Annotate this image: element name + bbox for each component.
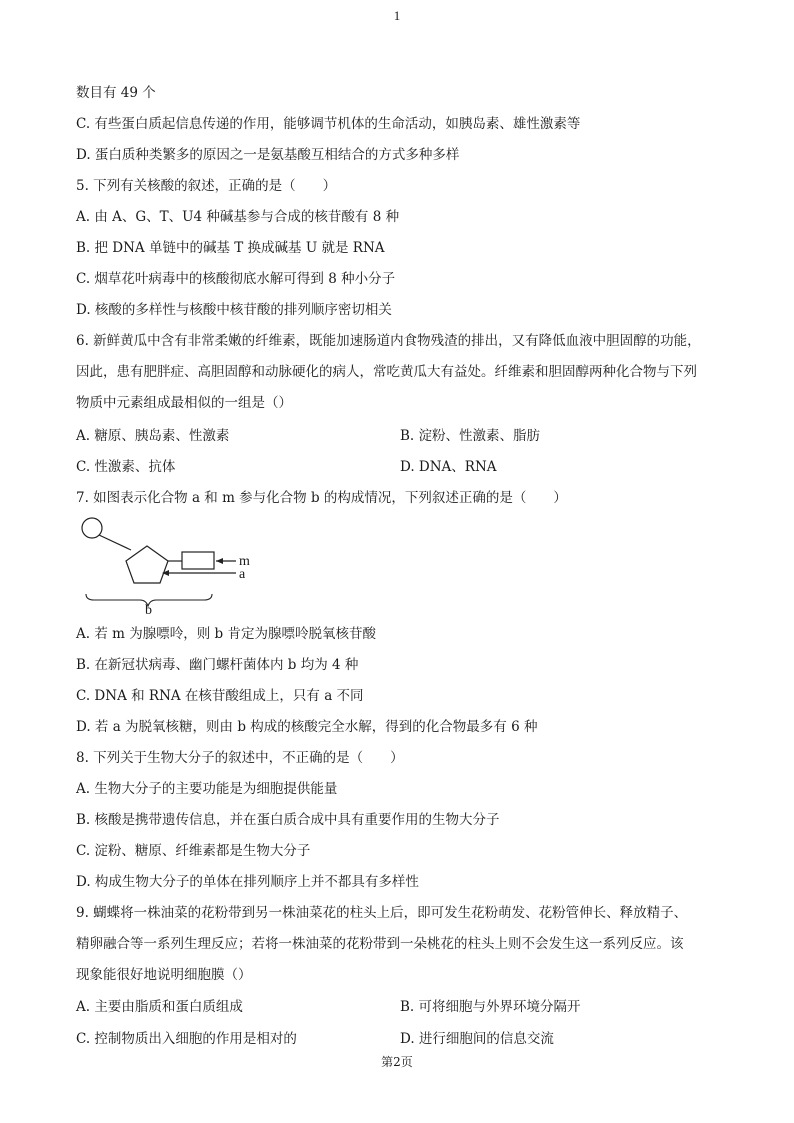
base-rectangle bbox=[182, 552, 214, 569]
question-6-stem-line2: 因此，患有肥胖症、高胆固醇和动脉硬化的病人，常吃黄瓜大有益处。纤维素和胆固醇两种化合物与下列 bbox=[76, 364, 697, 380]
label-a: a bbox=[239, 567, 246, 582]
pentose-pentagon bbox=[126, 546, 168, 583]
option-d-q9: D. 进行细胞间的信息交流 bbox=[400, 1031, 554, 1047]
question-6-stem-line1: 6. 新鲜黄瓜中含有非常柔嫩的纤维素，既能加速肠道内食物残渣的排出，又有降低血液中胆固醇的功能， bbox=[76, 333, 701, 349]
option-d-q8: D. 构成生物大分子的单体在排列顺序上并不都具有多样性 bbox=[76, 874, 419, 890]
page-footer: 第2页 bbox=[381, 1055, 413, 1069]
option-b-q6: B. 淀粉、性激素、脂肪 bbox=[400, 428, 541, 444]
option-c-q5: C. 烟草花叶病毒中的核酸彻底水解可得到 8 种小分子 bbox=[76, 271, 396, 287]
option-a-q6: A. 糖原、胰岛素、性激素 bbox=[76, 428, 230, 444]
option-c-q6: C. 性激素、抗体 bbox=[76, 459, 176, 475]
option-a-q9: A. 主要由脂质和蛋白质组成 bbox=[76, 999, 243, 1015]
option-d-q5: D. 核酸的多样性与核酸中核苷酸的排列顺序密切相关 bbox=[76, 302, 392, 318]
option-b-q5: B. 把 DNA 单链中的碱基 T 换成碱基 U 就是 RNA bbox=[76, 240, 385, 256]
option-c-q8: C. 淀粉、糖原、纤维素都是生物大分子 bbox=[76, 843, 311, 859]
option-c-q4: C. 有些蛋白质起信息传递的作用，能够调节机体的生命活动，如胰岛素、雄性激素等 bbox=[76, 116, 581, 132]
label-b: b bbox=[145, 603, 152, 616]
question-9-stem-line1: 9. 蝴蝶将一株油菜的花粉带到另一株油菜花的柱头上后，即可发生花粉萌发、花粉管伸长、释放精子、 bbox=[76, 905, 688, 921]
question-9-stem-line3: 现象能很好地说明细胞膜（） bbox=[76, 967, 252, 983]
option-a-q7: A. 若 m 为腺嘌呤，则 b 肯定为腺嘌呤脱氧核苷酸 bbox=[76, 626, 376, 642]
option-c-q7: C. DNA 和 RNA 在核苷酸组成上，只有 a 不同 bbox=[76, 688, 364, 704]
text-line: 数目有 49 个 bbox=[76, 85, 156, 101]
option-b-q7: B. 在新冠状病毒、幽门螺杆菌体内 b 均为 4 种 bbox=[76, 657, 359, 673]
question-8-stem: 8. 下列关于生物大分子的叙述中，不正确的是（ ） bbox=[76, 750, 404, 766]
option-a-q5: A. 由 A、G、T、U4 种碱基参与合成的核苷酸有 8 种 bbox=[76, 209, 400, 225]
option-b-q8: B. 核酸是携带遗传信息，并在蛋白质合成中具有重要作用的生物大分子 bbox=[76, 812, 500, 828]
question-9-stem-line2: 精卵融合等一系列生理反应；若将一株油菜的花粉带到一朵桃花的柱头上则不会发生这一系列反应。该 bbox=[76, 936, 684, 952]
option-a-q8: A. 生物大分子的主要功能是为细胞提供能量 bbox=[76, 781, 338, 797]
question-5-stem: 5. 下列有关核酸的叙述，正确的是（ ） bbox=[76, 178, 337, 194]
option-d-q6: D. DNA、RNA bbox=[400, 459, 497, 475]
option-d-q4: D. 蛋白质种类繁多的原因之一是氨基酸互相结合的方式多种多样 bbox=[76, 147, 460, 163]
nucleotide-diagram bbox=[74, 514, 274, 620]
label-m: m bbox=[239, 554, 250, 569]
question-7-stem: 7. 如图表示化合物 a 和 m 参与化合物 b 的构成情况，下列叙述正确的是（ ） bbox=[76, 490, 567, 506]
page-number-top: 1 bbox=[393, 8, 401, 23]
option-d-q7: D. 若 a 为脱氧核糖，则由 b 构成的核酸完全水解，得到的化合物最多有 6 种 bbox=[76, 719, 538, 735]
option-c-q9: C. 控制物质出入细胞的作用是相对的 bbox=[76, 1031, 297, 1047]
option-b-q9: B. 可将细胞与外界环境分隔开 bbox=[400, 999, 581, 1015]
question-6-stem-line3: 物质中元素组成最相似的一组是（） bbox=[76, 395, 292, 411]
